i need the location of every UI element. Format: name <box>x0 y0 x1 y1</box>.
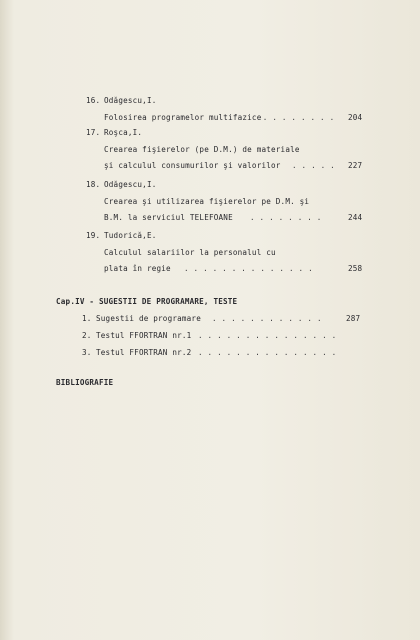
chapter-item-title: Testul FFORTRAN nr.1 <box>96 331 192 340</box>
chapter-item-leader-dots: . . . . . . . . . . . . <box>212 314 322 323</box>
entry-author: Roşca,I. <box>104 128 143 137</box>
chapter-item-title: Testul FFORTRAN nr.2 <box>96 348 192 357</box>
entry-page-number: 204 <box>348 113 363 122</box>
entry-title: plata în regie <box>104 264 171 273</box>
bibliography-heading: BIBLIOGRAFIE <box>56 378 114 387</box>
entry-page-number: 244 <box>348 213 363 222</box>
chapter-item-number: 1. <box>82 314 92 323</box>
entry-leader-dots: . . . . . . . . <box>250 213 322 222</box>
chapter-item-title: Sugestii de programare <box>96 314 201 323</box>
chapter-item-number: 2. <box>82 331 92 340</box>
entry-title: B.M. la serviciul TELEFOANE <box>104 213 233 222</box>
entry-number: 18. <box>86 180 101 189</box>
entry-number: 16. <box>86 96 101 105</box>
chapter-item-page-number: 287 <box>346 314 361 323</box>
chapter-item-leader-dots: . . . . . . . . . . . . . . . <box>198 348 337 357</box>
entry-page-number: 258 <box>348 264 363 273</box>
entry-number: 17. <box>86 128 101 137</box>
chapter-item-leader-dots: . . . . . . . . . . . . . . . <box>198 331 337 340</box>
entry-author: Odăgescu,I. <box>104 96 157 105</box>
entry-page-number: 227 <box>348 161 363 170</box>
entry-title: Crearea fişierelor (pe D.M.) de materiale <box>104 145 300 154</box>
entry-title: Calculul salariilor la personalul cu <box>104 248 276 257</box>
chapter-heading: Cap.IV - SUGESTII DE PROGRAMARE, TESTE <box>56 297 238 306</box>
entry-leader-dots: . . . . . . . . . . . . . . <box>184 264 313 273</box>
entry-leader-dots: . . . . . . . . <box>258 113 335 122</box>
entry-author: Tudorică,E. <box>104 231 157 240</box>
entry-number: 19. <box>86 231 101 240</box>
entry-title: Crearea şi utilizarea fişierelor pe D.M. şi <box>104 197 310 206</box>
entry-author: Odăgescu,I. <box>104 180 157 189</box>
entry-leader-dots: . . . . . <box>292 161 335 170</box>
entry-title: Folosirea programelor multifazice <box>104 113 262 122</box>
chapter-item-number: 3. <box>82 348 92 357</box>
entry-title: şi calculul consumurilor şi valorilor <box>104 161 281 170</box>
